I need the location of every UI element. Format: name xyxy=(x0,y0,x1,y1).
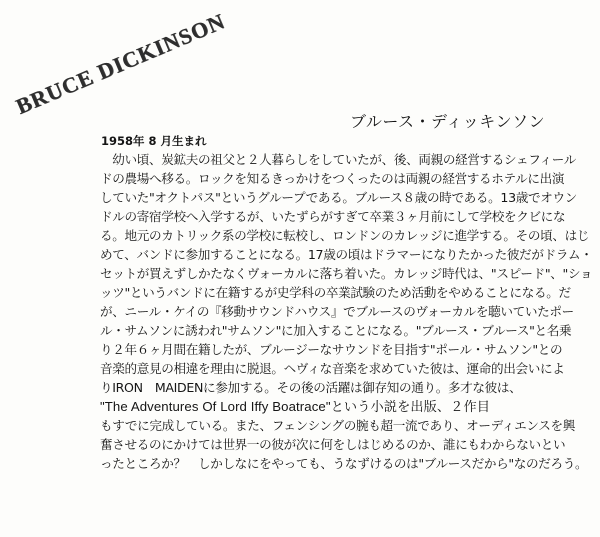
bio-line: る。地元のカトリック系の学校に転校し、ロンドンのカレッジに進学する。その頃、はじ xyxy=(100,228,590,243)
bio-line: めて、バンドに参加することになる。17歳の頃はドラマーになりたかった彼だがドラム・ xyxy=(100,247,593,262)
bio-line: もすでに完成している。また、フェンシングの腕も超一流であり、オーディエンスを興 xyxy=(100,418,575,433)
bio-line: ル・サムソンに誘われ"サムソン"に加入することになる。"ブルース・ブルース"と名乗 xyxy=(100,323,572,338)
bio-line: していた"オクトパス"というグループである。ブルース８歳の時である。13歳でオウン xyxy=(100,190,577,205)
bio-line: ッツ"というバンドに在籍するが史学科の卒業試験のため活動をやめることになる。だ xyxy=(100,285,571,300)
bio-line: り２年６ヶ月間在籍したが、ブルージーなサウンドを目指す"ポール・サムソン"との xyxy=(100,342,563,357)
artist-name-katakana: ブルース・ディッキンソン xyxy=(350,112,546,131)
bio-line: ったところか？ しかしなにをやっても、うなずけるのは"ブルースだから"なのだろう。 xyxy=(100,456,588,471)
artist-name-stamp: BRUCE DICKINSON xyxy=(12,8,229,120)
bio-line: 奮させるのにかけては世界一の彼が次に何をしはじめるのか、誰にもわからないとい xyxy=(100,437,566,452)
biography-text xyxy=(100,150,593,473)
bio-line: ドの農場へ移る。ロックを知るきっかけをつくったのは両親の経営するホテルに出演 xyxy=(100,171,565,186)
bio-line: セットが買えずしかたなくヴォーカルに落ち着いた。カレッジ時代は、"スピード"、"ショ xyxy=(100,266,593,281)
bio-line: 幼い頃、炭鉱夫の祖父と２人暮らしをしていたが、後、両親の経営するシェフィール xyxy=(100,152,576,167)
bio-line: 音楽的意見の相違を理由に脱退。ヘヴィな音楽を求めていた彼は、運命的出会いによ xyxy=(100,361,565,376)
bio-line: りIRON MAIDENに参加する。その後の活躍は御存知の通り。多才な彼は、 xyxy=(100,380,522,395)
bio-line: ドルの寄宿学校へ入学するが、いたずらがすぎて卒業３ヶ月前にして学校をクビにな xyxy=(100,209,566,224)
bio-line: が、ニール・ケイの『移動サウンドハウス』でブルースのヴォーカルを聴いていたポー xyxy=(100,304,574,319)
birth-date-line: 1958年 8 月生まれ xyxy=(101,134,207,148)
bio-line-book-title: "The Adventures Of Lord Iffy Boatrace"という小説を出版、２作目 xyxy=(100,399,491,414)
